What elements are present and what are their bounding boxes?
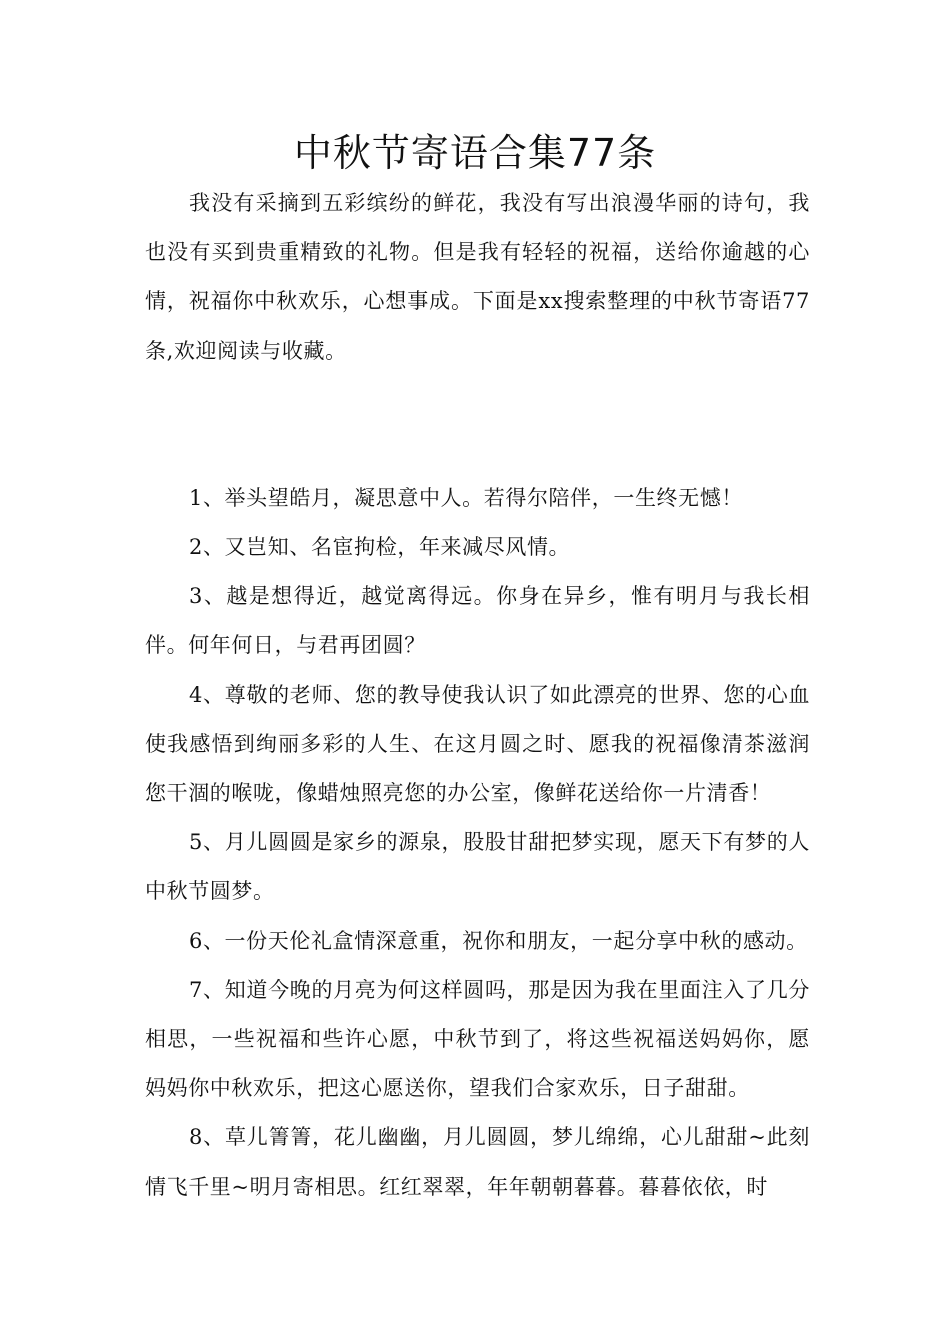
document-body xyxy=(145,179,810,1212)
list-item: 4、尊敬的老师、您的教导使我认识了如此漂亮的世界、您的心血使我感悟到绚丽多彩的人生、在这月圆之时、愿我的祝福像清茶滋润您干涸的喉咙，像蜡烛照亮您的办公室，像鲜花送给你一片清香！ xyxy=(145,682,810,806)
list-item: 2、又岂知、名宦拘检，年来减尽风情。 xyxy=(189,535,571,560)
paragraph-spacer xyxy=(145,376,810,474)
list-item: 5、月儿圆圆是家乡的源泉，股股甘甜把梦实现，愿天下有梦的人中秋节圆梦。 xyxy=(145,830,810,904)
list-item: 7、知道今晚的月亮为何这样圆吗，那是因为我在里面注入了几分相思，一些祝福和些许心愿，中秋节到了，将这些祝福送妈妈你，愿妈妈你中秋欢乐，把这心愿送你，望我们合家欢乐，日子甜甜。 xyxy=(145,977,810,1101)
list-item: 6、一份天伦礼盒情深意重，祝你和朋友，一起分享中秋的感动。 xyxy=(189,928,808,953)
intro-paragraph: 我没有采摘到五彩缤纷的鲜花，我没有写出浪漫华丽的诗句，我也没有买到贵重精致的礼物。但是我有轻轻的祝福，送给你逾越的心情，祝福你中秋欢乐，心想事成。下面是xx搜索整理的中秋节寄语77条,欢迎阅读与收藏。 xyxy=(145,191,810,363)
document-title: 中秋节寄语合集77条 xyxy=(293,131,657,175)
list-item: 1、举头望皓月，凝思意中人。若得尔陪伴，一生终无憾！ xyxy=(189,485,743,510)
list-item: 8、草儿箐箐，花儿幽幽，月儿圆圆，梦儿绵绵，心儿甜甜~此刻情飞千里~明月寄相思。红红翠翠，年年朝朝暮暮。暮暮依依，时 xyxy=(145,1125,810,1199)
list-item: 3、越是想得近，越觉离得远。你身在异乡，惟有明月与我长相伴。何年何日，与君再团圆？ xyxy=(145,584,810,658)
